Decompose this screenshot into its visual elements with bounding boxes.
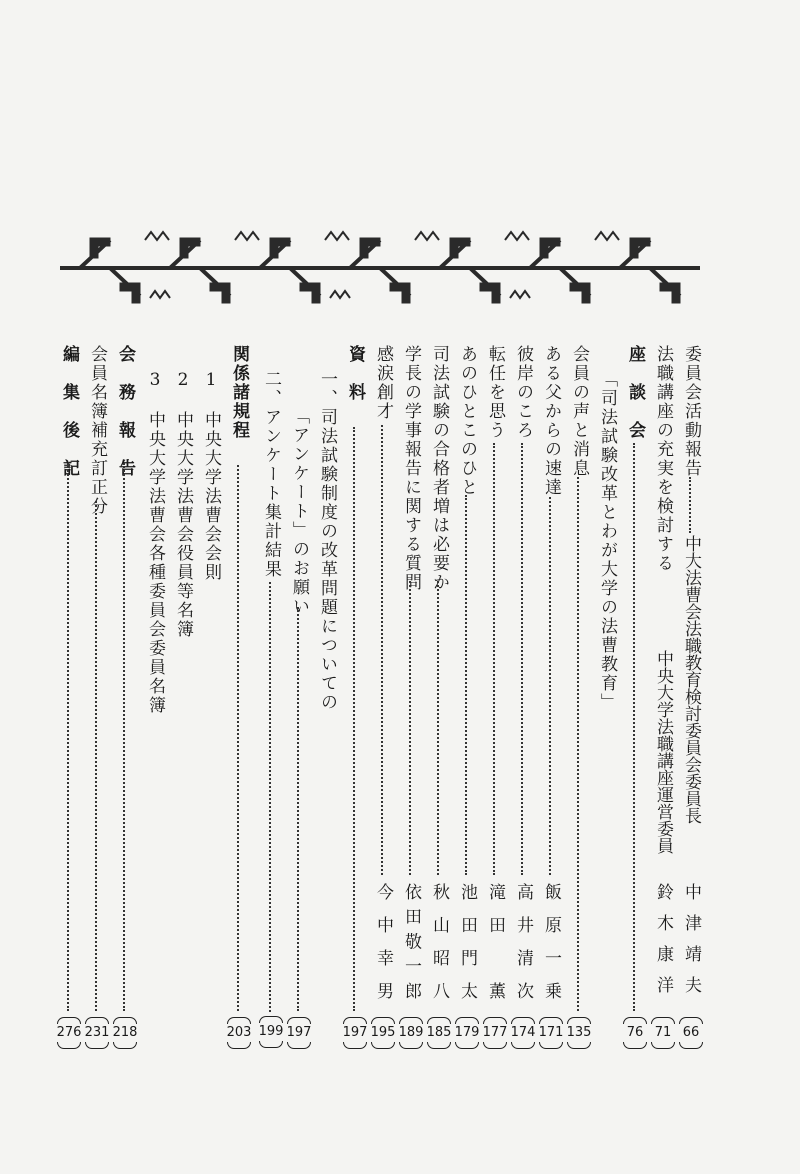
role-block bbox=[650, 650, 676, 870]
author-role: 中大法曹会法職教育検討委員会委員長 bbox=[681, 535, 701, 824]
entry-title: 彼岸のころ bbox=[513, 345, 533, 440]
page-number: 185 bbox=[423, 1017, 455, 1049]
toc-entry bbox=[142, 370, 168, 1150]
entry-title: 関係諸規程 bbox=[229, 345, 249, 440]
toc-entry[interactable] bbox=[454, 345, 480, 1125]
toc-entry[interactable] bbox=[112, 345, 138, 1125]
toc-entry[interactable] bbox=[678, 345, 704, 1125]
leader-dots bbox=[237, 465, 239, 1011]
toc-entry bbox=[594, 370, 620, 1150]
leader-dots bbox=[465, 495, 467, 875]
toc-entry[interactable] bbox=[566, 345, 592, 1125]
leader-dots bbox=[67, 463, 69, 1011]
entry-title: 座 談 会 bbox=[625, 345, 645, 440]
page-number: 199 bbox=[255, 1016, 287, 1048]
page-number: 189 bbox=[395, 1017, 427, 1049]
entry-author: 高井清次 bbox=[513, 883, 533, 999]
leader-dots bbox=[437, 581, 439, 875]
entry-author: 鈴木康洋 bbox=[653, 883, 673, 1007]
entry-title: 学長の学事報告に関する質問 bbox=[401, 345, 421, 592]
page-number: 276 bbox=[53, 1017, 85, 1049]
toc-entry[interactable] bbox=[370, 345, 396, 1125]
page-number: 197 bbox=[283, 1017, 315, 1049]
entry-title: 感涙創才 bbox=[373, 345, 393, 421]
leader-dots bbox=[381, 425, 383, 875]
entry-title: 委員会活動報告 bbox=[681, 345, 701, 478]
toc-entry[interactable] bbox=[482, 345, 508, 1125]
entry-author: 中津靖夫 bbox=[681, 883, 701, 1007]
entry-author: 今中幸男 bbox=[373, 883, 393, 999]
leader-dots bbox=[633, 443, 635, 1011]
page-number: 203 bbox=[223, 1017, 255, 1049]
entry-title: 会員の声と消息 bbox=[569, 345, 589, 478]
entry-title: 司法試験の合格者増は必要か bbox=[429, 345, 449, 592]
entry-title: ある父からの速達 bbox=[541, 345, 561, 497]
toc-entry[interactable] bbox=[538, 345, 564, 1125]
entry-title: 1 中央大学法曹会会則 bbox=[201, 370, 221, 582]
author-block bbox=[678, 883, 704, 1007]
entry-title: 転任を思う bbox=[485, 345, 505, 440]
page-number: 231 bbox=[81, 1017, 113, 1049]
entry-title: 編 集 後 記 bbox=[59, 345, 79, 478]
leader-dots bbox=[521, 443, 523, 875]
entry-title: 二、アンケート集計結果 bbox=[261, 370, 281, 579]
entry-title: 「司法試験改革とわが大学の法曹教育」 bbox=[597, 370, 617, 712]
page-number: 135 bbox=[563, 1017, 595, 1049]
author-role: 中央大学法職講座運営委員 bbox=[653, 650, 673, 854]
page-number: 66 bbox=[675, 1017, 707, 1049]
page-number: 179 bbox=[451, 1017, 483, 1049]
leader-dots bbox=[409, 581, 411, 875]
toc-entry[interactable] bbox=[510, 345, 536, 1125]
toc-entry[interactable] bbox=[226, 345, 252, 1125]
toc-entry[interactable] bbox=[258, 370, 284, 1150]
leader-dots bbox=[123, 463, 125, 1011]
entry-title: 3 中央大学法曹会各種委員会委員名簿 bbox=[145, 370, 165, 715]
entry-title: 会員名簿補充訂正分 bbox=[87, 345, 107, 516]
entry-author: 滝田 薫 bbox=[485, 883, 505, 999]
toc-entry[interactable] bbox=[286, 345, 312, 1125]
entry-title: あのひとこのひと bbox=[457, 345, 477, 497]
entry-title: 法職講座の充実を検討する bbox=[653, 345, 673, 573]
leader-dots bbox=[297, 607, 299, 1011]
entry-author: 池田門太 bbox=[457, 883, 477, 999]
entry-title: 2 中央大学法曹会役員等名簿 bbox=[173, 370, 193, 639]
entry-title: 会 務 報 告 bbox=[115, 345, 135, 478]
page-number: 171 bbox=[535, 1017, 567, 1049]
leader-dots bbox=[689, 477, 691, 533]
toc-entry bbox=[314, 370, 340, 1150]
toc-entry[interactable] bbox=[342, 345, 368, 1125]
toc-entry[interactable] bbox=[622, 345, 648, 1125]
leader-dots bbox=[493, 443, 495, 875]
author-block bbox=[650, 883, 676, 1007]
entry-author: 秋山昭八 bbox=[429, 883, 449, 999]
toc-entry bbox=[170, 370, 196, 1150]
toc-entry bbox=[198, 370, 224, 1150]
entry-title: 資 料 bbox=[345, 345, 365, 402]
page-number: 195 bbox=[367, 1017, 399, 1049]
toc-entry[interactable] bbox=[398, 345, 424, 1125]
toc-entry[interactable] bbox=[56, 345, 82, 1125]
entry-author: 依田敬一郎 bbox=[401, 883, 421, 999]
page-number: 218 bbox=[109, 1017, 141, 1049]
entry-title: 「アンケート」のお願い bbox=[289, 407, 309, 616]
page-number: 76 bbox=[619, 1017, 651, 1049]
leader-dots bbox=[95, 501, 97, 1011]
leader-dots bbox=[269, 582, 271, 1012]
entry-title: 一、司法試験制度の改革問題についての bbox=[317, 370, 337, 712]
page-number: 174 bbox=[507, 1017, 539, 1049]
toc-entry[interactable] bbox=[84, 345, 110, 1125]
page-number: 71 bbox=[647, 1017, 679, 1049]
page-number: 177 bbox=[479, 1017, 511, 1049]
toc-entry[interactable] bbox=[426, 345, 452, 1125]
entry-author: 飯原一乗 bbox=[541, 883, 561, 999]
leader-dots bbox=[577, 477, 579, 1011]
leader-dots bbox=[549, 497, 551, 875]
leader-dots bbox=[353, 427, 355, 1011]
ornament-border bbox=[50, 228, 710, 310]
page-number: 197 bbox=[339, 1017, 371, 1049]
